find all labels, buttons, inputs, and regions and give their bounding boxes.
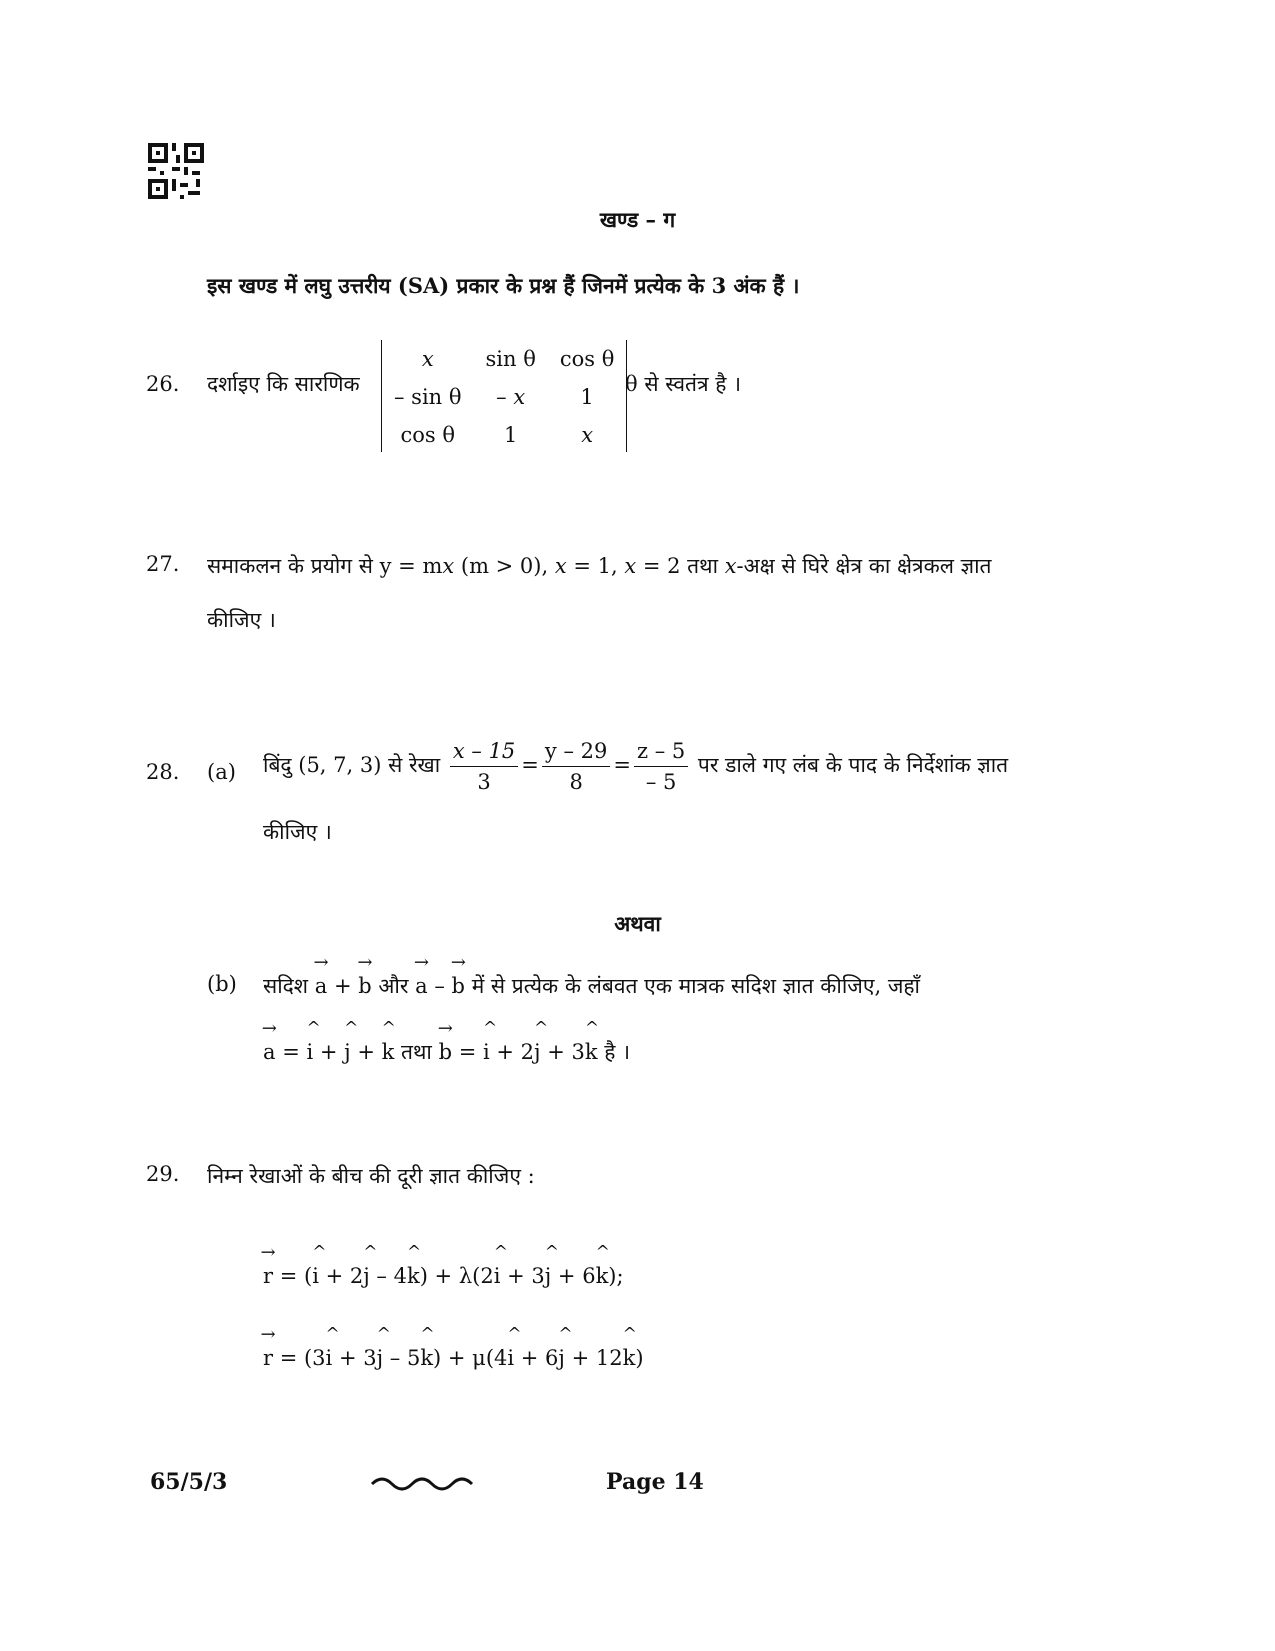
fraction: $\frac{y - 29}{8}$ — [542, 736, 610, 797]
q28-text-before: बिंदु (5, 7, 3) से रेखा — [263, 753, 441, 777]
q29-text: निम्न रेखाओं के बीच की दूरी ज्ञात कीजिए : — [207, 1164, 535, 1188]
det-cell: x — [581, 423, 594, 447]
q28-text-after: पर डाले गए लंब के पाद के निर्देशांक ज्ञात — [697, 753, 1009, 777]
q28-part-a-line1: बिंदु (5, 7, 3) से रेखा $\frac{x - 15}{3}$ = $\frac{y - 29}{8}$ = $\frac{z - 5}{- 5}$ पर डाले गए लंब के पाद के निर्देशांक ज्ञात — [263, 736, 1008, 797]
det-cell: cos θ — [559, 347, 615, 371]
det-cell: x — [421, 347, 434, 371]
q29-equation-2: → r = (3 ^ i + 3 ^ j – 5 ^ k) + μ(4 ^ i + 6 ^ j + 12 ^ k) — [260, 1324, 644, 1370]
section-title: खण्ड – ग — [599, 207, 676, 232]
page-number: Page 14 — [606, 1469, 704, 1495]
q29-equation-1: → r = ( ^ i + 2 ^ j – 4 ^ k) + λ(2 ^ i + 3 ^ j + 6 ^ k); — [260, 1242, 624, 1288]
q26-number: 26. — [146, 372, 180, 396]
q26-text-before: दर्शाइए कि सारणिक — [207, 372, 360, 396]
fraction: $\frac{x - 15}{3}$ — [450, 736, 518, 797]
q29-number: 29. — [146, 1162, 180, 1186]
q27-line2: कीजिए । — [207, 608, 276, 632]
wave-ornament — [370, 1474, 480, 1494]
det-cell: 1 — [580, 385, 594, 409]
q26-text-after: θ से स्वतंत्र है । — [625, 372, 742, 396]
q27-line1: समाकलन के प्रयोग से y = mx (m > 0), x = 1, x = 2 तथा x-अक्ष से घिरे क्षेत्र का क्षेत्रकल ज्ञात — [207, 554, 992, 578]
or-label: अथवा — [614, 911, 661, 936]
q28-part-b-label: (b) — [207, 972, 237, 996]
q27-number: 27. — [146, 552, 180, 576]
det-cell: 1 — [504, 423, 518, 447]
q28-part-b-line2: → a = ^ i + ^ j + ^ k तथा → b = ^ i + 2 ^ j + 3 ^ k है । — [261, 1018, 631, 1064]
q28-part-a-line2: कीजिए । — [263, 820, 332, 844]
section-instruction: इस खण्ड में लघु उत्तरीय (SA) प्रकार के प्रश्न हैं जिनमें प्रत्येक के 3 अंक हैं । — [207, 273, 800, 298]
det-cell: sin θ — [485, 347, 536, 371]
qr-code — [148, 143, 204, 199]
paper-code: 65/5/3 — [150, 1469, 228, 1495]
q26-determinant — [381, 340, 627, 452]
det-cell: – x — [496, 385, 526, 409]
q28-part-a-label: (a) — [207, 760, 236, 784]
det-cell: – sin θ — [394, 385, 462, 409]
q28-number: 28. — [146, 760, 180, 784]
fraction: $\frac{z - 5}{- 5}$ — [634, 736, 688, 797]
det-cell: cos θ — [400, 423, 455, 447]
q28-part-b-line1: सदिश → a + → b और → a – → b में से प्रत्येक के लंबवत एक मात्रक सदिश ज्ञात कीजिए, जहाँ — [263, 952, 920, 998]
